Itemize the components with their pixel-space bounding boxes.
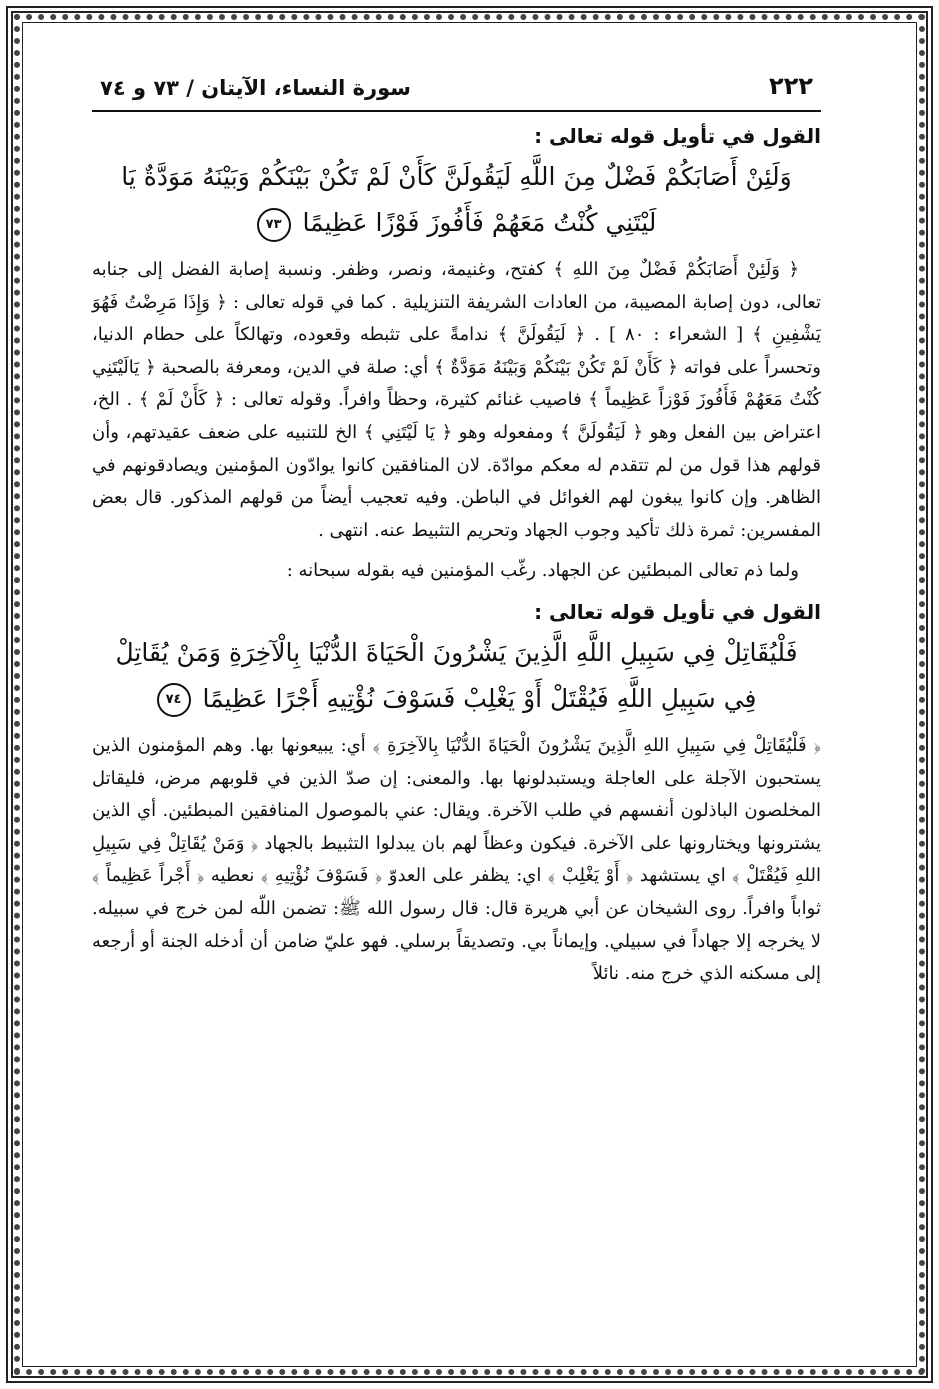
transition-paragraph: ولما ذم تعالى المبطئين عن الجهاد. رغّب المؤمنين فيه بقوله سبحانه : (286, 560, 799, 582)
page-header (92, 70, 821, 112)
section-heading: القول في تأويل قوله تعالى : (534, 599, 821, 624)
section-ayah-74 (92, 600, 821, 991)
section-ayah-73 (92, 124, 821, 588)
verse-number-marker: ٧٣ (257, 208, 291, 242)
section-heading: القول في تأويل قوله تعالى : (534, 124, 821, 148)
commentary-paragraph: ﴿ وَلَئِنْ أَصَابَكُمْ فَضْلٌ مِنَ اللهِ ﴾ كفتح، وغنيمة، ونصر، وظفر. ونسبة إصابة الفضل إلى جنابه تعالى، دون إصابة المصيبة، من العادات الشريفة التنزيلية . كما في قوله تعالى : ﴿ وَإِذَا مَرِضْتُ فَهُوَ يَشْفِينِ ﴾ [ الشعراء : ٨٠ ] . ﴿ لَيَقُولَنَّ ﴾ ندامةً على تثبطه وقعوده، وتهالكاً على حطام الدنيا، وتحسراً على فواته ﴿ كَأَنْ لَمْ تَكُنْ بَيْنَكُمْ وَبَيْنَهُ مَوَدَّةٌ ﴾ أي: صلة في الدين، ومعرفة بالصحبة ﴿ يَالَيْتَنِي كُنْتُ مَعَهُمْ فَأَفُوزَ فَوْزاً عَظِيماً ﴾ فاصيب غنائم كثيرة، وحظاً وافراً. وقوله تعالى : ﴿ كَأَنْ لَمْ ﴾ . الخ، اعتراض بين الفعل وهو ﴿ لَيَقُولَنَّ ﴾ ومفعوله وهو ﴿ يَا لَيْتَنِي ﴾ الخ للتنبيه على ضعف عقيدتهم، وأن قولهم هذا قول من لم تتقدم له معكم موادّة. لان المنافقين كانوا يوادّون المؤمنين ويصادقونهم في الظاهر. وإن كانوا يبغون لهم الغوائل في الباطن. وفيه تعجيب أيضاً من قولهم المذكور. قال بعض المفسرين: ثمرة ذلك تأكيد وجوب الجهاد وتحريم التثبيط عنه. انتهى . (92, 259, 822, 541)
verse-number-marker: ٧٤ (157, 683, 191, 717)
page-content (92, 70, 821, 1329)
verse-text: فَلْيُقَاتِلْ فِي سَبِيلِ اللَّهِ الَّذِينَ يَشْرُونَ الْحَيَاةَ الدُّنْيَا بِالْآخِرَةِ وَمَنْ يُقَاتِلْ فِي سَبِيلِ اللَّهِ فَيُقْتَلْ أَوْ يَغْلِبْ فَسَوْفَ نُؤْتِيهِ أَجْرًا عَظِيمًا (115, 637, 798, 713)
page-number: ٢٢٢ (769, 72, 813, 100)
quran-verse (92, 154, 821, 246)
commentary-paragraph: ﴿ فَلْيُقَاتِلْ فِي سَبِيلِ اللهِ الَّذِينَ يَشْرُونَ الْحَيَاةَ الدُّنْيَا بِالآخِرَةِ ﴾ أي: يبيعونها بها. وهم المؤمنون الذين يستحبون الآجلة على العاجلة ويستبدلونها بها. والمعنى: إن صدّ الذين في قلوبهم مرض، فليقاتل المخلصون الباذلون أنفسهم في طلب الآخرة. ويقال: عني بالموصول المنافقين المبطئين. أي الذين يشترونها ويختارونها على الآخرة. فيكون وعظاً لهم بان يبدلوا التثبيط بالجهاد ﴿ وَمَنْ يُقَاتِلْ فِي سَبِيلِ اللهِ فَيُقْتَلْ ﴾ اي يستشهد ﴿ أَوْ يَغْلِبْ ﴾ اي: يظفر على العدوّ ﴿ فَسَوْفَ نُؤْتِيهِ ﴾ نعطيه ﴿ أَجْراً عَظِيماً ﴾ ثواباً وافراً. روى الشيخان عن أبي هريرة قال: قال رسول الله ﷺ: تضمن اللّه لمن خرج في سبيله. لا يخرجه إلا جهاداً في سبيلي. وإيماناً بي. وتصديقاً برسلي. فهو عليّ ضامن أن أدخله الجنة أو أرجعه إلى مسكنه الذي خرج منه. نائلاً (92, 734, 821, 985)
running-title: سورة النساء، الآيتان / ٧٣ و ٧٤ (100, 76, 411, 100)
quran-verse (92, 630, 821, 722)
verse-text: وَلَئِنْ أَصَابَكُمْ فَضْلٌ مِنَ اللَّهِ لَيَقُولَنَّ كَأَنْ لَمْ تَكُنْ بَيْنَكُمْ وَبَيْنَهُ مَوَدَّةٌ يَا لَيْتَنِي كُنْتُ مَعَهُمْ فَأَفُوزَ فَوْزًا عَظِيمًا (121, 162, 792, 237)
